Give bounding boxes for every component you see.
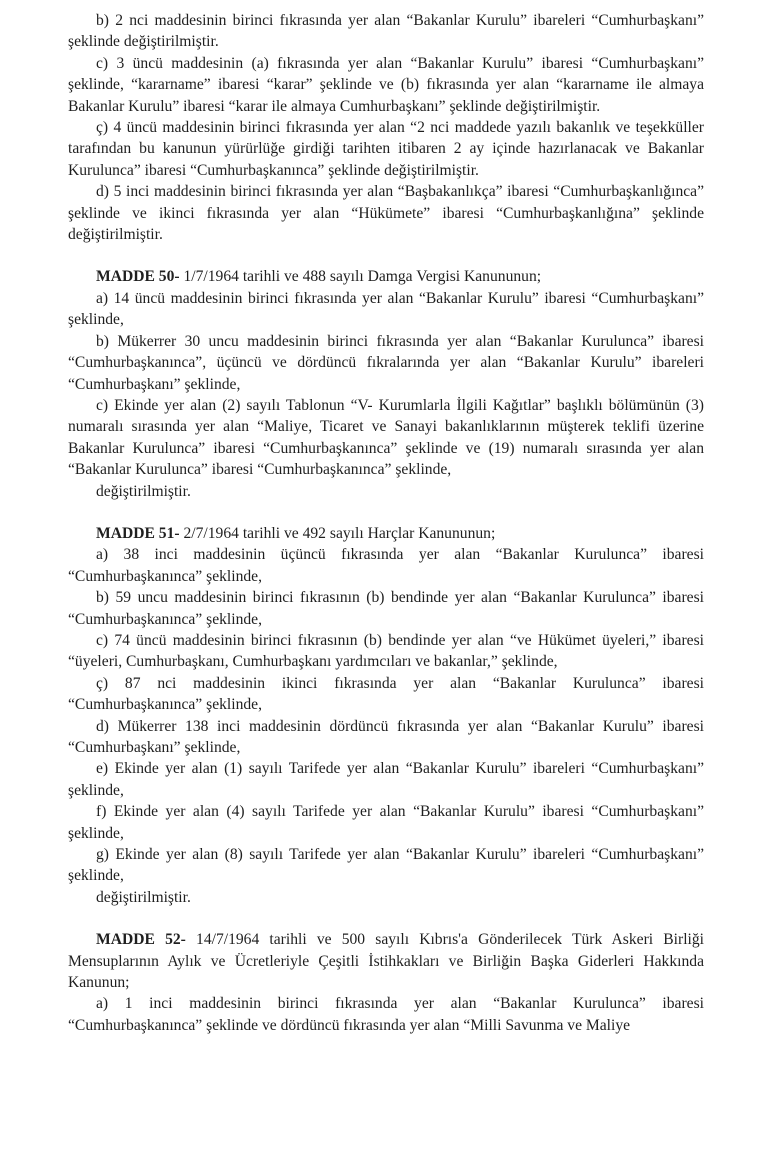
- madde-51-paragraph-a: a) 38 inci maddesinin üçüncü fıkrasında yer alan “Bakanlar Kurulunca” ibaresi “Cumhurbaşkanınca” şeklinde,: [68, 546, 704, 585]
- madde-50-paragraph-b: b) Mükerrer 30 uncu maddesinin birinci fıkrasında yer alan “Bakanlar Kurulunca” ibaresi “Cumhurbaşkanınca”, üçüncü ve dördüncü fıkralarında yer alan “Bakanlar Kurulu” ibareleri “Cumhurbaşkanı” şeklinde,: [68, 332, 704, 393]
- madde-51-paragraph-f: f) Ekinde yer alan (4) sayılı Tarifede yer alan “Bakanlar Kurulu” ibaresi “Cumhurbaşkanı” şeklinde,: [68, 803, 704, 842]
- section-gap: [68, 908, 704, 929]
- madde-51-paragraph-cc: ç) 87 nci maddesinin ikinci fıkrasında yer alan “Bakanlar Kurulunca” ibaresi “Cumhurbaşkanınca” şeklinde,: [68, 674, 704, 714]
- madde-51-intro: 2/7/1964 tarihli ve 492 sayılı Harçlar Kanununun;: [179, 524, 496, 542]
- madde-51-label: MADDE 51-: [96, 524, 180, 542]
- madde-50-label: MADDE 50-: [96, 268, 180, 286]
- madde-51-heading: [68, 523, 704, 544]
- section-gap: [68, 245, 704, 266]
- paragraph-cc: ç) 4 üncü maddesinin birinci fıkrasında yer alan “2 nci maddede yazılı bakanlık ve teşekküller tarafından bu kanunun yürürlüğe girdiği tarihten itibaren 2 ay içinde hazırlanacak ve Bakanlar Kurulunca” ibaresi “Cumhurbaşkanınca” şeklinde değiştirilmiştir.: [68, 119, 704, 179]
- madde-50-paragraph-a: a) 14 üncü maddesinin birinci fıkrasında yer alan “Bakanlar Kurulu” ibaresi “Cumhurbaşkanı” şeklinde,: [68, 289, 704, 329]
- madde-52-intro: 14/7/1964 tarihli ve 500 sayılı Kıbrıs'a Gönderilecek Türk Askeri Birliği Mensuplarının Aylık ve Ücretleriyle Çeşitli İstihkakları ve Birliğin Başka Giderleri Hakkında Kanunun;: [68, 931, 705, 992]
- madde-51-closing: değiştirilmiştir.: [96, 888, 191, 906]
- madde-51-paragraph-g: g) Ekinde yer alan (8) sayılı Tarifede yer alan “Bakanlar Kurulu” ibareleri “Cumhurbaşkanı” şeklinde,: [68, 846, 704, 885]
- madde-51-paragraph-d: d) Mükerrer 138 inci maddesinin dördüncü fıkrasında yer alan “Bakanlar Kurulu” ibaresi “Cumhurbaşkanı” şeklinde,: [68, 717, 704, 756]
- madde-50-paragraph-c: c) Ekinde yer alan (2) sayılı Tablonun “V- Kurumlarla İlgili Kağıtlar” başlıklı bölümünün (3) numaralı sırasında yer alan “Maliye, Ticaret ve Sanayi bakanlıklarının müşterek teklifi üzerine Bakanlar Kurulunca” ibaresi “Cumhurbaşkanınca” şeklinde ve (19) numaralı sırasında yer alan “Bakanlar Kurulunca” ibaresi “Cumhurbaşkanınca” şeklinde,: [68, 396, 704, 479]
- section-gap: [68, 502, 704, 523]
- madde-52-label: MADDE 52-: [96, 931, 186, 949]
- paragraph-c: c) 3 üncü maddesinin (a) fıkrasında yer alan “Bakanlar Kurulu” ibaresi “Cumhurbaşkanı” şeklinde, “kararname” ibaresi “karar” şeklinde ve (b) fıkrasında yer alan “kararname ile almaya Bakanlar Kurulu” ibaresi “karar ile almaya Cumhurbaşkanı” şeklinde değiştirilmiştir.: [68, 54, 704, 115]
- madde-52-heading: [68, 929, 704, 993]
- paragraph-b: b) 2 nci maddesinin birinci fıkrasında yer alan “Bakanlar Kurulu” ibareleri “Cumhurbaşkanı” şeklinde değiştirilmiştir.: [68, 12, 704, 51]
- madde-50-heading: [68, 266, 704, 287]
- madde-51-paragraph-e: e) Ekinde yer alan (1) sayılı Tarifede yer alan “Bakanlar Kurulu” ibareleri “Cumhurbaşkanı” şeklinde,: [68, 760, 704, 799]
- madde-52-paragraph-a: a) 1 inci maddesinin birinci fıkrasında yer alan “Bakanlar Kurulunca” ibaresi “Cumhurbaşkanınca” şeklinde ve dördüncü fıkrasında yer alan “Milli Savunma ve Maliye: [68, 995, 704, 1034]
- madde-51-paragraph-c: c) 74 üncü maddesinin birinci fıkrasının (b) bendinde yer alan “ve Hükümet üyeleri,” ibaresi “üyeleri, Cumhurbaşkanı, Cumhurbaşkanı yardımcıları ve bakanlar,” şeklinde,: [68, 631, 704, 671]
- madde-50-closing: değiştirilmiştir.: [96, 482, 191, 500]
- madde-50-intro: 1/7/1964 tarihli ve 488 sayılı Damga Vergisi Kanununun;: [179, 268, 542, 286]
- madde-51-paragraph-b: b) 59 uncu maddesinin birinci fıkrasının (b) bendinde yer alan “Bakanlar Kurulunca” ibaresi “Cumhurbaşkanınca” şeklinde,: [68, 589, 704, 628]
- paragraph-d: d) 5 inci maddesinin birinci fıkrasında yer alan “Başbakanlıkça” ibaresi “Cumhurbaşkanlığınca” şeklinde ve ikinci fıkrasında yer alan “Hükümete” ibaresi “Cumhurbaşkanlığına” şeklinde değiştirilmiştir.: [68, 183, 704, 244]
